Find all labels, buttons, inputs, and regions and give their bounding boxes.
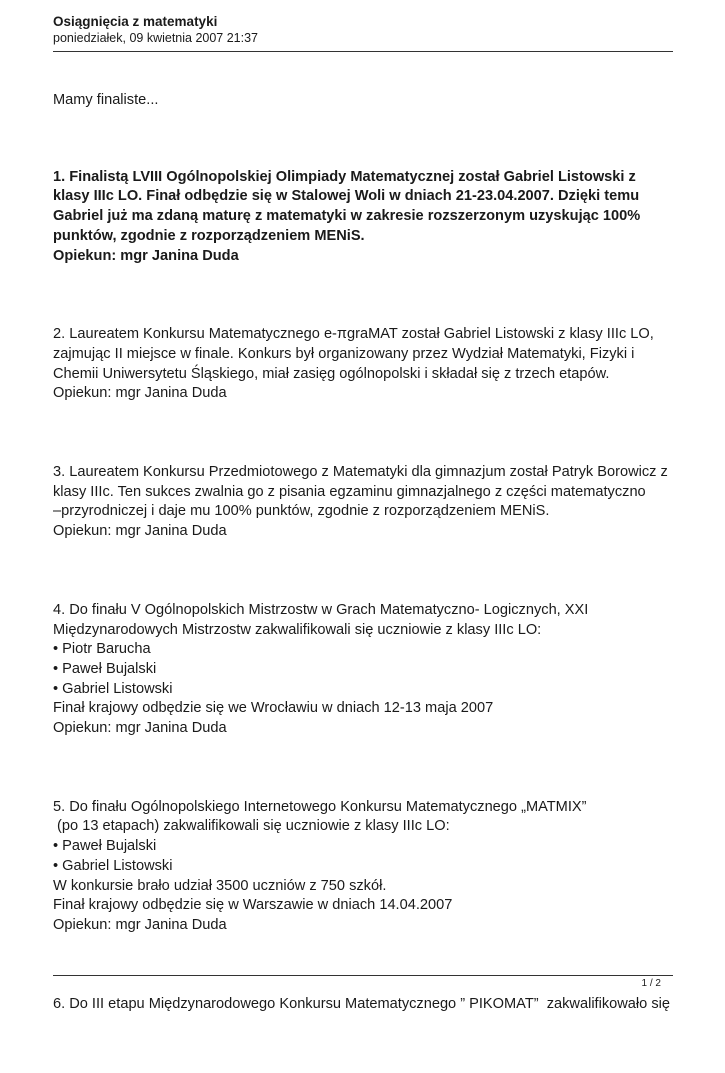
text-line: Chemii Uniwersytetu Śląskiego, miał zasięg ogólnopolski i składał się z trzech etapów. xyxy=(53,365,610,382)
text-line: klasy IIIc LO. Finał odbędzie się w Stalowej Woli w dniach 21-23.04.2007. Dzięki temu xyxy=(53,188,640,205)
achievement-2 xyxy=(53,325,678,404)
document-header xyxy=(53,14,673,46)
text-line: 1. Finalistą LVIII Ogólnopolskiej Olimpiady Matematycznej został Gabriel Listowski z xyxy=(53,168,636,185)
list-item: • Gabriel Listowski xyxy=(53,857,173,874)
text-line: 2. Laureatem Konkursu Matematycznego e-πgraMAT został Gabriel Listowski z klasy IIIc LO, xyxy=(53,326,654,343)
page-number: 1 / 2 xyxy=(641,978,661,989)
achievement-6 xyxy=(53,995,678,1015)
document-date: poniedziałek, 09 kwietnia 2007 21:37 xyxy=(53,31,259,45)
text-line: Gabriel już ma zdaną maturę z matematyki w zakresie rozszerzonym uzyskując 100% xyxy=(53,208,641,225)
text-line: 6. Do III etapu Międzynarodowego Konkursu Matematycznego ” PIKOMAT” zakwalifikowało się xyxy=(53,995,670,1012)
text-line: –przyrodniczej i daje mu 100% punktów, zgodnie z rozporządzeniem MENiS. xyxy=(53,503,550,520)
text-line: Opiekun: mgr Janina Duda xyxy=(53,385,227,402)
text-line: Finał krajowy odbędzie się we Wrocławiu w dniach 12-13 maja 2007 xyxy=(53,700,494,717)
text-line: 5. Do finału Ogólnopolskiego Internetowego Konkursu Matematycznego „MATMIX” xyxy=(53,798,587,815)
text-line: (po 13 etapach) zakwalifikowali się uczniowie z klasy IIIc LO: xyxy=(53,818,450,835)
list-item: • Paweł Bujalski xyxy=(53,660,157,677)
list-item: • Paweł Bujalski xyxy=(53,838,157,855)
footer-divider xyxy=(53,975,673,976)
document-title: Osiągnięcia z matematyki xyxy=(53,14,218,29)
text-line: Opiekun: mgr Janina Duda xyxy=(53,720,227,737)
list-item: • Piotr Barucha xyxy=(53,641,151,658)
achievement-3 xyxy=(53,463,678,542)
achievement-1 xyxy=(53,168,678,267)
header-divider xyxy=(53,51,673,52)
text-line: Opiekun: mgr Janina Duda xyxy=(53,523,227,540)
text-line: zajmując II miejsce w finale. Konkurs był organizowany przez Wydział Matematyki, Fizyki i xyxy=(53,345,635,362)
text-line: Opiekun: mgr Janina Duda xyxy=(53,916,227,933)
text-line: 4. Do finału V Ogólnopolskich Mistrzostw w Grach Matematyczno- Logicznych, XXI xyxy=(53,601,589,618)
intro-text: Mamy finaliste... xyxy=(53,92,159,108)
achievement-4 xyxy=(53,601,678,739)
text-line: Międzynarodowych Mistrzostw zakwalifikowali się uczniowie z klasy IIIc LO: xyxy=(53,621,542,638)
text-line: klasy IIIc. Ten sukces zwalnia go z pisania egzaminu gimnazjalnego z części matematyczno xyxy=(53,483,646,500)
text-line: W konkursie brało udział 3500 uczniów z 750 szkół. xyxy=(53,877,387,894)
text-line: punktów, zgodnie z rozporządzeniem MENiS. xyxy=(53,227,365,244)
text-line: 3. Laureatem Konkursu Przedmiotowego z Matematyki dla gimnazjum został Patryk Borowicz z xyxy=(53,464,668,481)
achievement-5 xyxy=(53,798,678,936)
list-item: • Gabriel Listowski xyxy=(53,680,173,697)
text-line: Finał krajowy odbędzie się w Warszawie w dniach 14.04.2007 xyxy=(53,897,453,914)
text-line: Opiekun: mgr Janina Duda xyxy=(53,247,239,264)
article-body xyxy=(53,91,678,1073)
